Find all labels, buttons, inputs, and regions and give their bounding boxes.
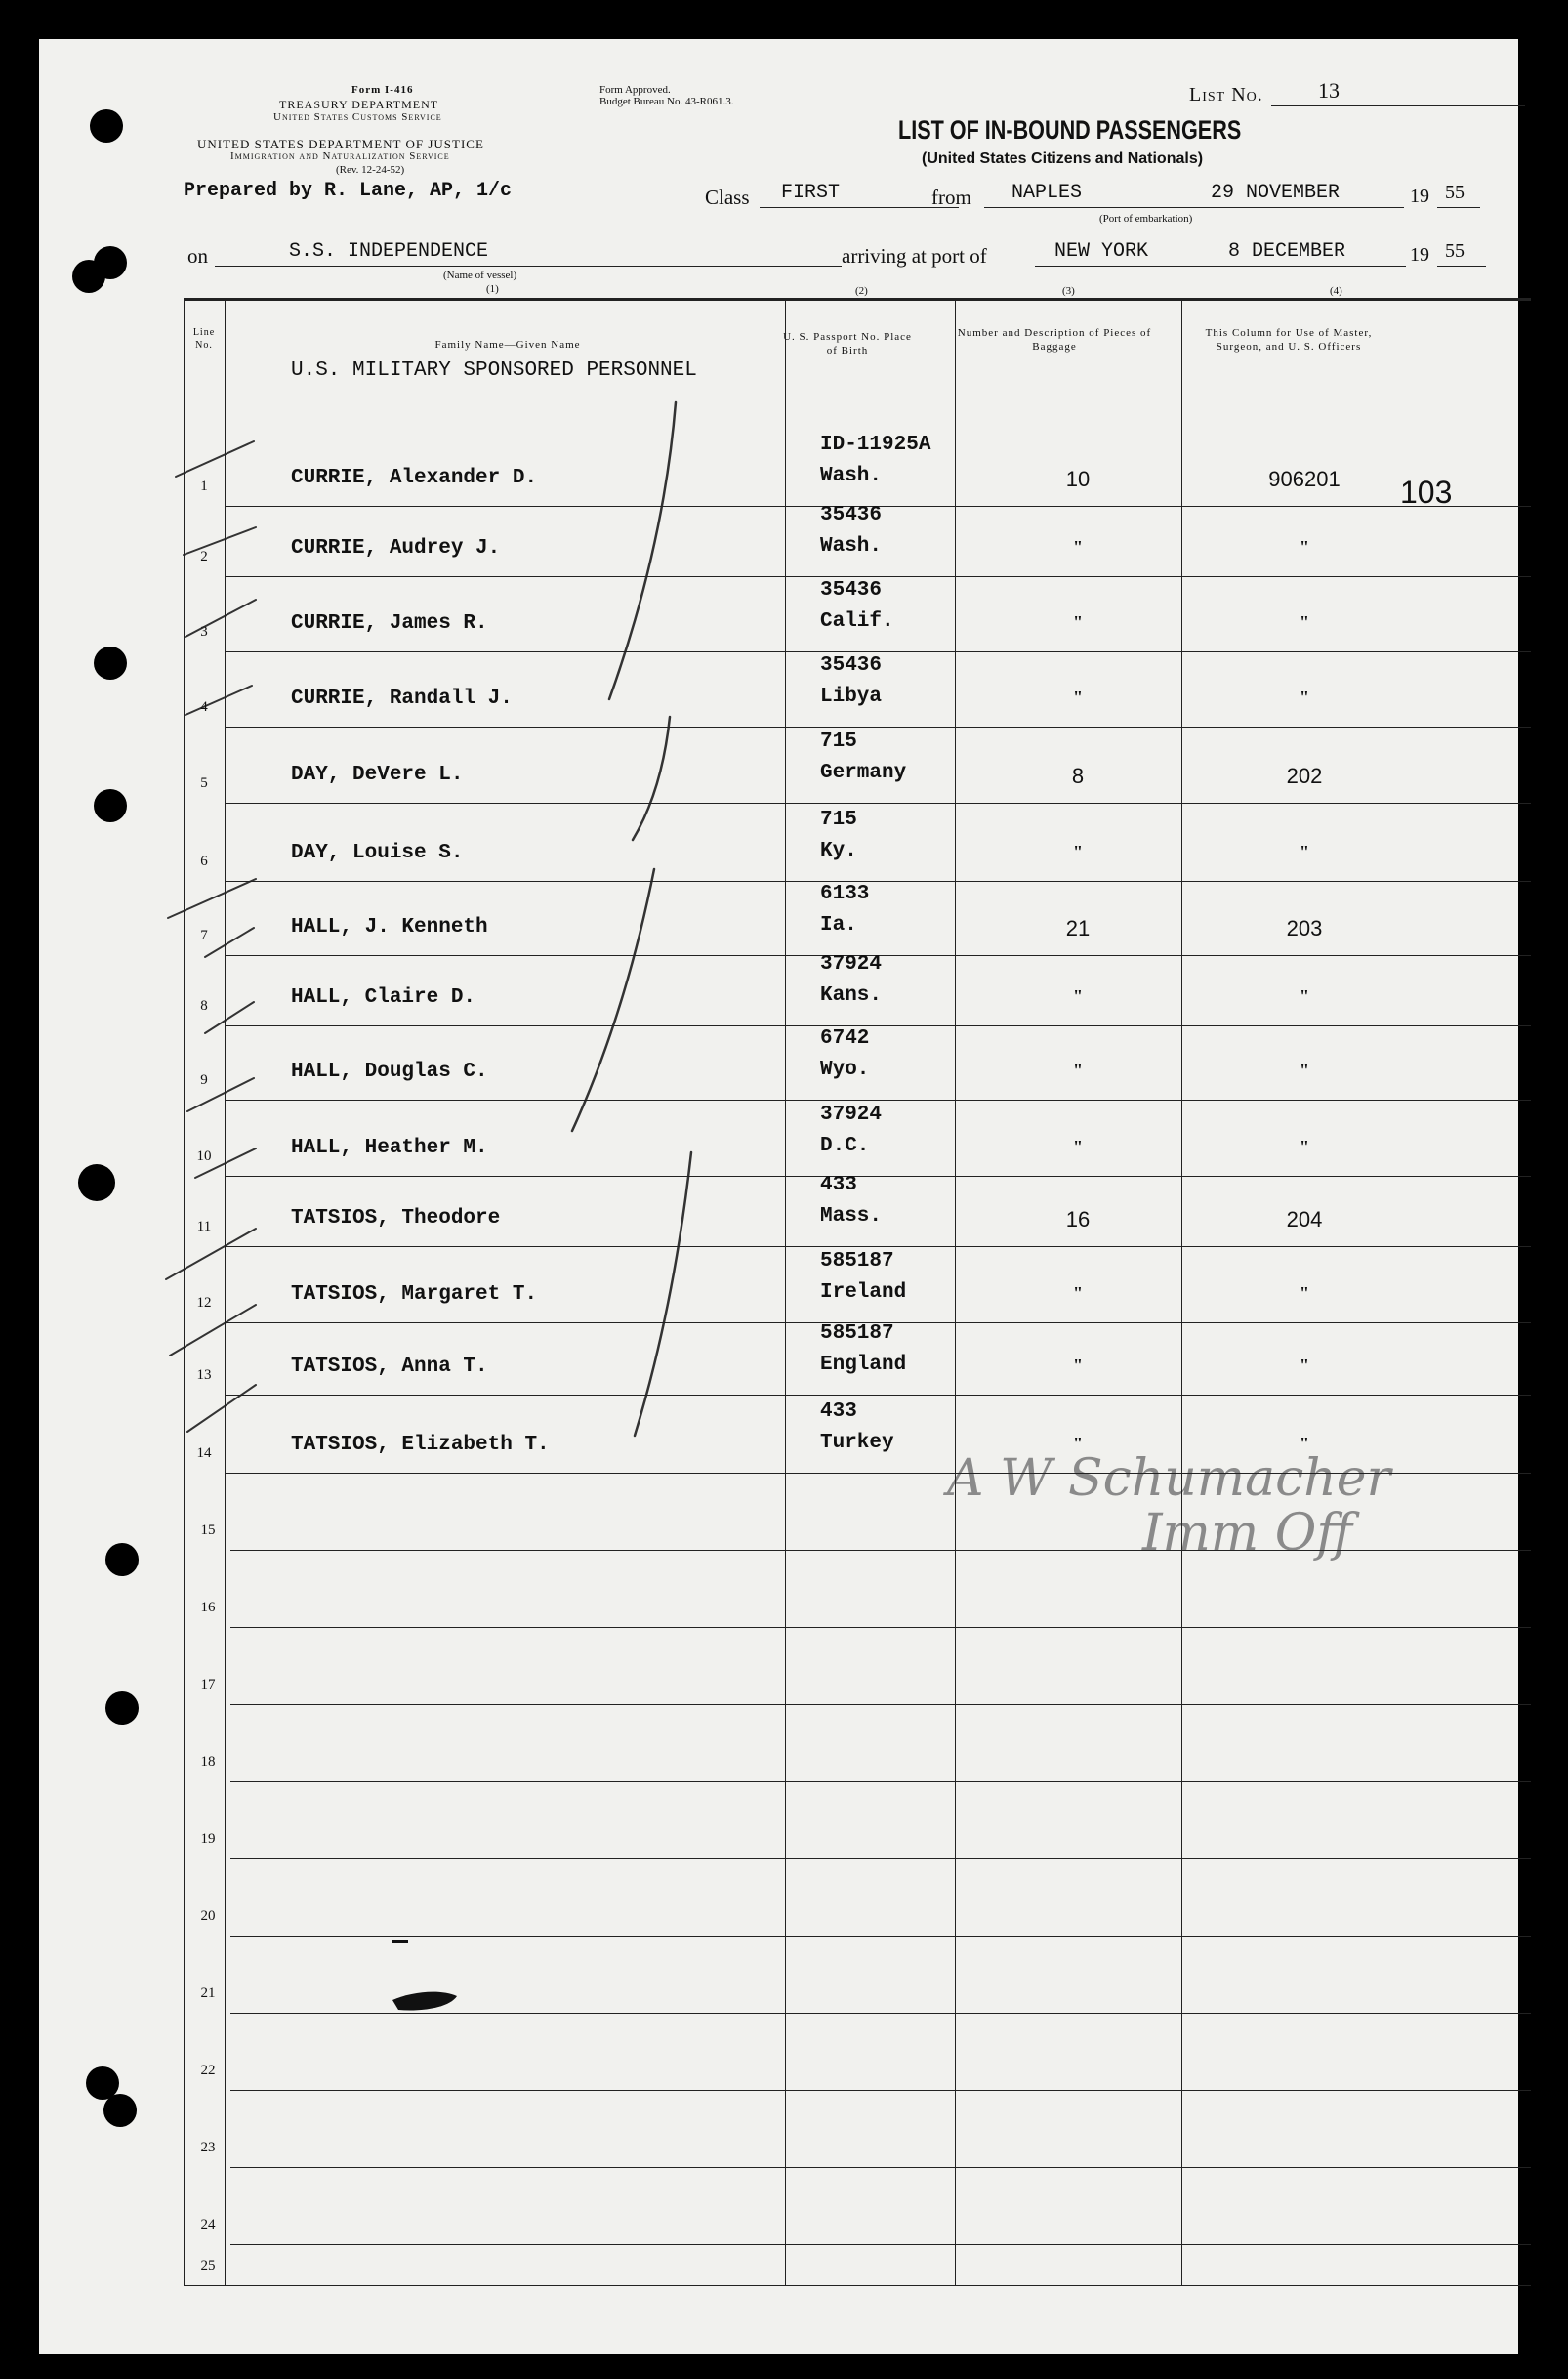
line-number: 12: [196, 1295, 212, 1311]
page-subtitle: (United States Citizens and Nationals): [922, 150, 1204, 167]
row-divider: [225, 1473, 1531, 1474]
row-divider: [230, 1781, 1531, 1782]
line-number: 5: [200, 775, 208, 791]
table-border-bottom: [184, 2285, 1531, 2286]
place-of-birth: Germany: [820, 762, 907, 784]
row-divider: [230, 2244, 1531, 2245]
officer-number: ": [1300, 612, 1309, 632]
header-officers: This Column for Use of Master, Surgeon, and U. S. Officers: [1205, 327, 1373, 353]
passport-number: 433: [820, 1174, 857, 1196]
line-number: 20: [200, 1908, 216, 1924]
passport-number: 35436: [820, 654, 883, 677]
line-number: 18: [200, 1754, 216, 1770]
line-number: 1: [200, 479, 208, 494]
group-label: U.S. MILITARY SPONSORED PERSONNEL: [291, 359, 697, 382]
place-of-birth: Libya: [820, 686, 883, 708]
row-divider: [225, 803, 1531, 804]
officer-number: ": [1300, 1283, 1309, 1303]
form-number: Form I-416: [351, 84, 414, 96]
passport-number: ID-11925A: [820, 434, 931, 456]
punch-hole: [94, 647, 127, 680]
officer-signature: [947, 1449, 1533, 1596]
row-divider: [225, 1025, 1531, 1026]
place-of-birth: Wash.: [820, 465, 883, 487]
from-label: from: [931, 186, 971, 209]
dept-name: TREASURY DEPARTMENT: [279, 98, 439, 111]
baggage-count: ": [1073, 612, 1083, 632]
passenger-name: CURRIE, Alexander D.: [291, 467, 538, 489]
line-number: 13: [196, 1367, 212, 1383]
baggage-count: 21: [1065, 916, 1091, 940]
form-approved: Form Approved.: [599, 84, 671, 96]
officer-number: ": [1300, 537, 1309, 557]
passport-number: 715: [820, 809, 857, 831]
prepared-by: Prepared by R. Lane, AP, 1/c: [184, 180, 513, 202]
row-divider: [225, 881, 1531, 882]
vessel-caption: (Name of vessel): [443, 270, 517, 281]
line-number: 8: [200, 998, 208, 1014]
col-num-1: (1): [486, 283, 499, 295]
officer-number: ": [1300, 1356, 1309, 1375]
line-number: 16: [200, 1600, 216, 1615]
place-of-birth: Wyo.: [820, 1059, 870, 1081]
passport-number: 585187: [820, 1322, 894, 1345]
margin-count: 103: [1400, 475, 1453, 510]
arrival-date: 8 DECEMBER: [1228, 240, 1346, 263]
officer-number: ": [1300, 688, 1309, 707]
row-divider: [225, 576, 1531, 577]
place-of-birth: Turkey: [820, 1432, 894, 1454]
signature-name: A W Schumacher: [947, 1449, 1391, 1508]
document-page: [39, 39, 1518, 2354]
place-of-birth: Mass.: [820, 1205, 883, 1228]
header-line-no: Line No.: [192, 327, 216, 351]
punch-hole: [103, 2094, 137, 2127]
baggage-count: ": [1073, 1356, 1083, 1375]
punch-hole: [105, 1691, 139, 1725]
line-number: 15: [200, 1523, 216, 1538]
passenger-name: CURRIE, Audrey J.: [291, 537, 501, 560]
place-of-birth: Ky.: [820, 840, 857, 862]
line-number: 9: [200, 1072, 208, 1088]
line-number: 6: [200, 854, 208, 869]
line-number: 2: [200, 549, 208, 564]
arrival-port: NEW YORK: [1054, 240, 1149, 263]
line-number: 19: [200, 1831, 216, 1847]
list-no-value: 13: [1318, 78, 1340, 103]
passenger-name: CURRIE, Randall J.: [291, 688, 513, 710]
class-value: FIRST: [781, 182, 841, 204]
line-number: 4: [200, 699, 208, 715]
row-divider: [230, 1550, 1531, 1551]
ins-service: Immigration and Naturalization Service: [230, 150, 450, 162]
column-divider: [955, 298, 956, 2285]
customs-service: United States Customs Service: [273, 111, 442, 123]
class-label: Class: [705, 186, 750, 209]
row-divider: [230, 1936, 1531, 1937]
officer-number: ": [1300, 1434, 1309, 1453]
header-name: Family Name—Given Name: [434, 339, 581, 351]
punch-hole: [78, 1164, 115, 1201]
passenger-name: CURRIE, James R.: [291, 612, 488, 635]
passenger-name: DAY, Louise S.: [291, 842, 464, 864]
officer-number: ": [1300, 986, 1309, 1006]
place-of-birth: Ireland: [820, 1281, 907, 1304]
baggage-count: ": [1073, 842, 1083, 861]
passenger-name: TATSIOS, Anna T.: [291, 1356, 488, 1378]
row-divider: [230, 1627, 1531, 1628]
baggage-count: 8: [1071, 764, 1085, 788]
col-num-2: (2): [855, 285, 868, 297]
row-divider: [230, 1704, 1531, 1705]
row-divider: [225, 1176, 1531, 1177]
column-divider: [225, 298, 226, 2285]
arriving-label: arriving at port of: [842, 244, 987, 268]
punch-hole: [90, 109, 123, 143]
passport-number: 6133: [820, 883, 870, 905]
embark-date: 29 NOVEMBER: [1211, 182, 1341, 204]
passport-number: 35436: [820, 579, 883, 602]
officer-number: 204: [1286, 1207, 1323, 1231]
budget-bureau: Budget Bureau No. 43-R061.3.: [599, 96, 734, 107]
on-label: on: [187, 244, 208, 268]
list-no-label: List No.: [1189, 84, 1263, 105]
baggage-count: ": [1073, 1434, 1083, 1453]
column-divider: [1181, 298, 1182, 2285]
place-of-birth: Wash.: [820, 535, 883, 558]
passenger-name: HALL, Claire D.: [291, 986, 476, 1009]
officer-number: 203: [1286, 916, 1323, 940]
place-of-birth: Calif.: [820, 610, 894, 633]
place-of-birth: Ia.: [820, 914, 857, 937]
header-baggage: Number and Description of Pieces of Baggage: [957, 327, 1152, 353]
officer-number: ": [1300, 842, 1309, 861]
row-divider: [225, 1100, 1531, 1101]
line-number: 21: [200, 1985, 216, 2001]
baggage-count: ": [1073, 1061, 1083, 1080]
passenger-name: TATSIOS, Margaret T.: [291, 1283, 538, 1306]
justice-dept: UNITED STATES DEPARTMENT OF JUSTICE: [197, 137, 484, 151]
line-number: 10: [196, 1148, 212, 1164]
table-border-left: [184, 298, 185, 2285]
punch-hole: [94, 789, 127, 822]
baggage-count: ": [1073, 537, 1083, 557]
baggage-count: ": [1073, 688, 1083, 707]
line-number: 14: [196, 1445, 212, 1461]
row-divider: [230, 2167, 1531, 2168]
signature-title: Imm Off: [1142, 1504, 1353, 1563]
passenger-name: TATSIOS, Theodore: [291, 1207, 501, 1230]
place-of-birth: England: [820, 1354, 907, 1376]
passport-number: 715: [820, 730, 857, 753]
from-value: NAPLES: [1011, 182, 1083, 204]
passport-number: 585187: [820, 1250, 894, 1273]
baggage-count: ": [1073, 1137, 1083, 1156]
passport-number: 37924: [820, 953, 883, 976]
page-title: LIST OF IN-BOUND PASSENGERS: [898, 115, 1242, 145]
pencil-marks: [39, 39, 1518, 2354]
officer-number: ": [1300, 1061, 1309, 1080]
column-divider: [785, 298, 786, 2285]
header-passport: U. S. Passport No. Place of Birth: [783, 331, 912, 356]
line-number: 11: [196, 1219, 212, 1234]
row-divider: [230, 1858, 1531, 1859]
passport-number: 37924: [820, 1104, 883, 1126]
arrival-year-prefix: 19: [1410, 244, 1429, 266]
revision: (Rev. 12-24-52): [336, 164, 405, 176]
col-num-3: (3): [1062, 285, 1075, 297]
baggage-count: ": [1073, 986, 1083, 1006]
passenger-name: TATSIOS, Elizabeth T.: [291, 1434, 550, 1456]
officer-number: ": [1300, 1137, 1309, 1156]
passenger-name: HALL, Heather M.: [291, 1137, 488, 1159]
line-number: 24: [200, 2217, 216, 2233]
row-divider: [230, 2090, 1531, 2091]
baggage-count: 10: [1065, 467, 1091, 491]
embark-year: 55: [1445, 182, 1465, 203]
row-divider: [225, 727, 1531, 728]
punch-hole: [105, 1543, 139, 1576]
punch-hole: [94, 246, 127, 279]
passport-number: 6742: [820, 1027, 870, 1050]
passenger-name: HALL, Douglas C.: [291, 1061, 488, 1083]
col-num-4: (4): [1330, 285, 1342, 297]
line-number: 22: [200, 2063, 216, 2078]
vessel-name: S.S. INDEPENDENCE: [289, 240, 489, 263]
passport-number: 35436: [820, 504, 883, 526]
place-of-birth: Kans.: [820, 984, 883, 1007]
line-number: 3: [200, 624, 208, 640]
arrival-year: 55: [1445, 240, 1465, 262]
row-divider: [225, 651, 1531, 652]
passenger-name: DAY, DeVere L.: [291, 764, 464, 786]
baggage-count: 16: [1065, 1207, 1091, 1231]
line-number: 7: [200, 928, 208, 943]
line-number: 25: [200, 2258, 216, 2274]
row-divider: [225, 1246, 1531, 1247]
line-number: 23: [200, 2140, 216, 2155]
row-divider: [230, 2013, 1531, 2014]
passport-number: 433: [820, 1400, 857, 1423]
place-of-birth: D.C.: [820, 1135, 870, 1157]
line-number: 17: [200, 1677, 216, 1692]
embark-year-prefix: 19: [1410, 186, 1429, 207]
officer-number: 906201: [1268, 467, 1341, 491]
passenger-name: HALL, J. Kenneth: [291, 916, 488, 939]
officer-number: 202: [1286, 764, 1323, 788]
baggage-count: ": [1073, 1283, 1083, 1303]
port-embark-caption: (Port of embarkation): [1099, 213, 1193, 225]
row-divider: [225, 1395, 1531, 1396]
